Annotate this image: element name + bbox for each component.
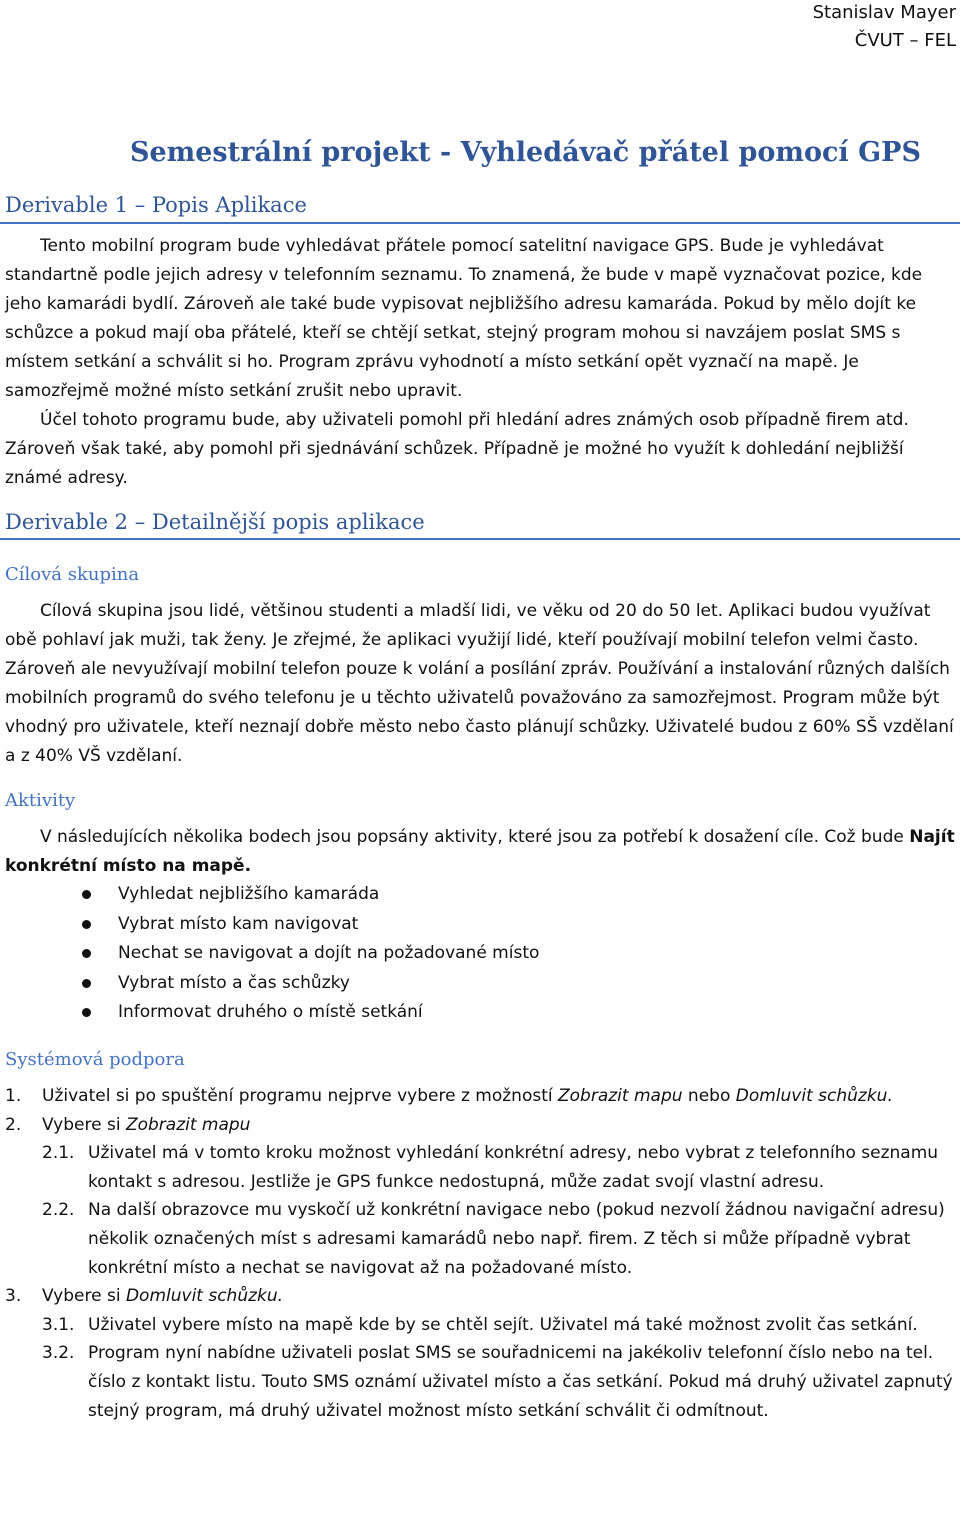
support-item-2: 2. Vybere si Zobrazit mapu xyxy=(5,1114,251,1135)
system-support-list xyxy=(0,1082,960,1425)
section2-heading: Derivable 2 – Detailnější popis aplikace xyxy=(5,510,425,534)
activities-intro: V následujících několika bodech jsou popsány aktivity, které jsou za potřebí k dosažení cíle. Což bude Najít konkrétní místo na mapě. xyxy=(5,827,955,876)
target-group-text: Cílová skupina jsou lidé, většinou studenti a mladší lidi, ve věku od 20 do 50 let. Aplikaci budou využívat obě pohlaví jak muži, tak ženy. Je zřejmé, že aplikaci využijí lidé, kteří používají mobilní telefon velmi často. Zároveň ale nevyužívají mobilní telefon pouze k volání a posílání zpráv. Používání a instalování různých dalších mobilních programů do svého telefonu je u těchto uživatelů považováno za samozřejmost. Program může být vhodný pro uživatele, kteří neznají dobře město nebo často plánují schůzky. Uživatelé budou z 60% SŠ vzdělaní a z 40% VŠ vzdělaní. xyxy=(5,601,954,766)
activities-list xyxy=(0,880,960,1028)
list-item: Vybrat místo a čas schůzky xyxy=(0,969,960,999)
section1-heading: Derivable 1 – Popis Aplikace xyxy=(5,193,307,217)
activities-goal: Najít konkrétní místo na mapě. xyxy=(5,827,955,876)
support-item-1: 1. Uživatel si po spuštění programu nejprve vybere z možností Zobrazit mapu nebo Domluvit schůzku. xyxy=(5,1086,893,1106)
target-group-heading: Cílová skupina xyxy=(5,564,140,585)
section2-rule xyxy=(0,538,960,540)
list-item: Nechat se navigovat a dojít na požadované místo xyxy=(0,939,960,969)
list-item: Vyhledat nejbližšího kamaráda xyxy=(0,880,960,910)
list-item: Vybrat místo kam navigovat xyxy=(0,910,960,940)
section1-paragraph-1: Tento mobilní program bude vyhledávat přátele pomocí satelitní navigace GPS. Bude je vyhledávat standartně podle jejich adresy v telefonním seznamu. To znamená, že bude v mapě vyznačovat pozice, kde jeho kamarádi bydlí. Zároveň ale také bude vypisovat nejbližšího adresu kamaráda. Pokud by mělo dojít ke schůzce a pokud mají oba přátelé, kteří se chtějí setkat, stejný program mohou si navzájem poslat SMS s místem setkání a schválit si ho. Program zprávu vyhodnotí a místo setkání opět vyznačí na mapě. Je samozřejmě možné místo setkání zrušit nebo upravit. xyxy=(5,236,923,401)
bullet-icon xyxy=(82,890,91,899)
support-item-3-1: 3.1. Uživatel vybere místo na mapě kde by se chtěl sejít. Uživatel má také možnost zvolit čas setkání. xyxy=(42,1314,918,1335)
bullet-icon xyxy=(82,979,91,988)
section1-rule xyxy=(0,222,960,224)
list-item: Informovat druhého o místě setkání xyxy=(0,998,960,1028)
bullet-icon xyxy=(82,949,91,958)
system-support-heading: Systémová podpora xyxy=(5,1049,185,1070)
section1-body xyxy=(5,232,960,493)
bullet-icon xyxy=(82,1008,91,1017)
page-title: Semestrální projekt - Vyhledávač přátel pomocí GPS xyxy=(130,137,921,168)
header-author: Stanislav Mayer xyxy=(812,2,956,23)
support-item-2-2: 2.2. Na další obrazovce mu vyskočí už konkrétní navigace nebo (pokud nezvolí žádnou navigační adresu) několik označených míst s adresami kamarádů nebo např. firem. Z těch si může případně vybrat konkrétní místo a nechat se navigovat až na požadované místo. xyxy=(42,1200,945,1278)
support-item-3: 3. Vybere si Domluvit schůzku. xyxy=(5,1286,284,1307)
support-item-2-1: 2.1. Uživatel má v tomto kroku možnost vyhledání konkrétní adresy, nebo vybrat z telefonního seznamu kontakt s adresou. Jestliže je GPS funkce nedostupná, může zadat svojí vlastní adresu. xyxy=(42,1143,939,1192)
support-item-3-2: 3.2. Program nyní nabídne uživateli poslat SMS se souřadnicemi na jakékoliv telefonní číslo nebo na tel. číslo z kontakt listu. Touto SMS oznámí uživatel místo a čas setkání. Pokud má druhý uživatel zapnutý stejný program, má druhý uživatel možnost místo setkání schválit či odmítnout. xyxy=(42,1343,953,1421)
section1-paragraph-2: Účel tohoto programu bude, aby uživateli pomohl při hledání adres známých osob případně firem atd. Zároveň však také, aby pomohl při sjednávání schůzek. Případně je možné ho využít k dohledání nejbližší známé adresy. xyxy=(5,410,909,488)
header-school: ČVUT – FEL xyxy=(854,30,956,51)
bullet-icon xyxy=(82,920,91,929)
activities-heading: Aktivity xyxy=(5,790,76,811)
